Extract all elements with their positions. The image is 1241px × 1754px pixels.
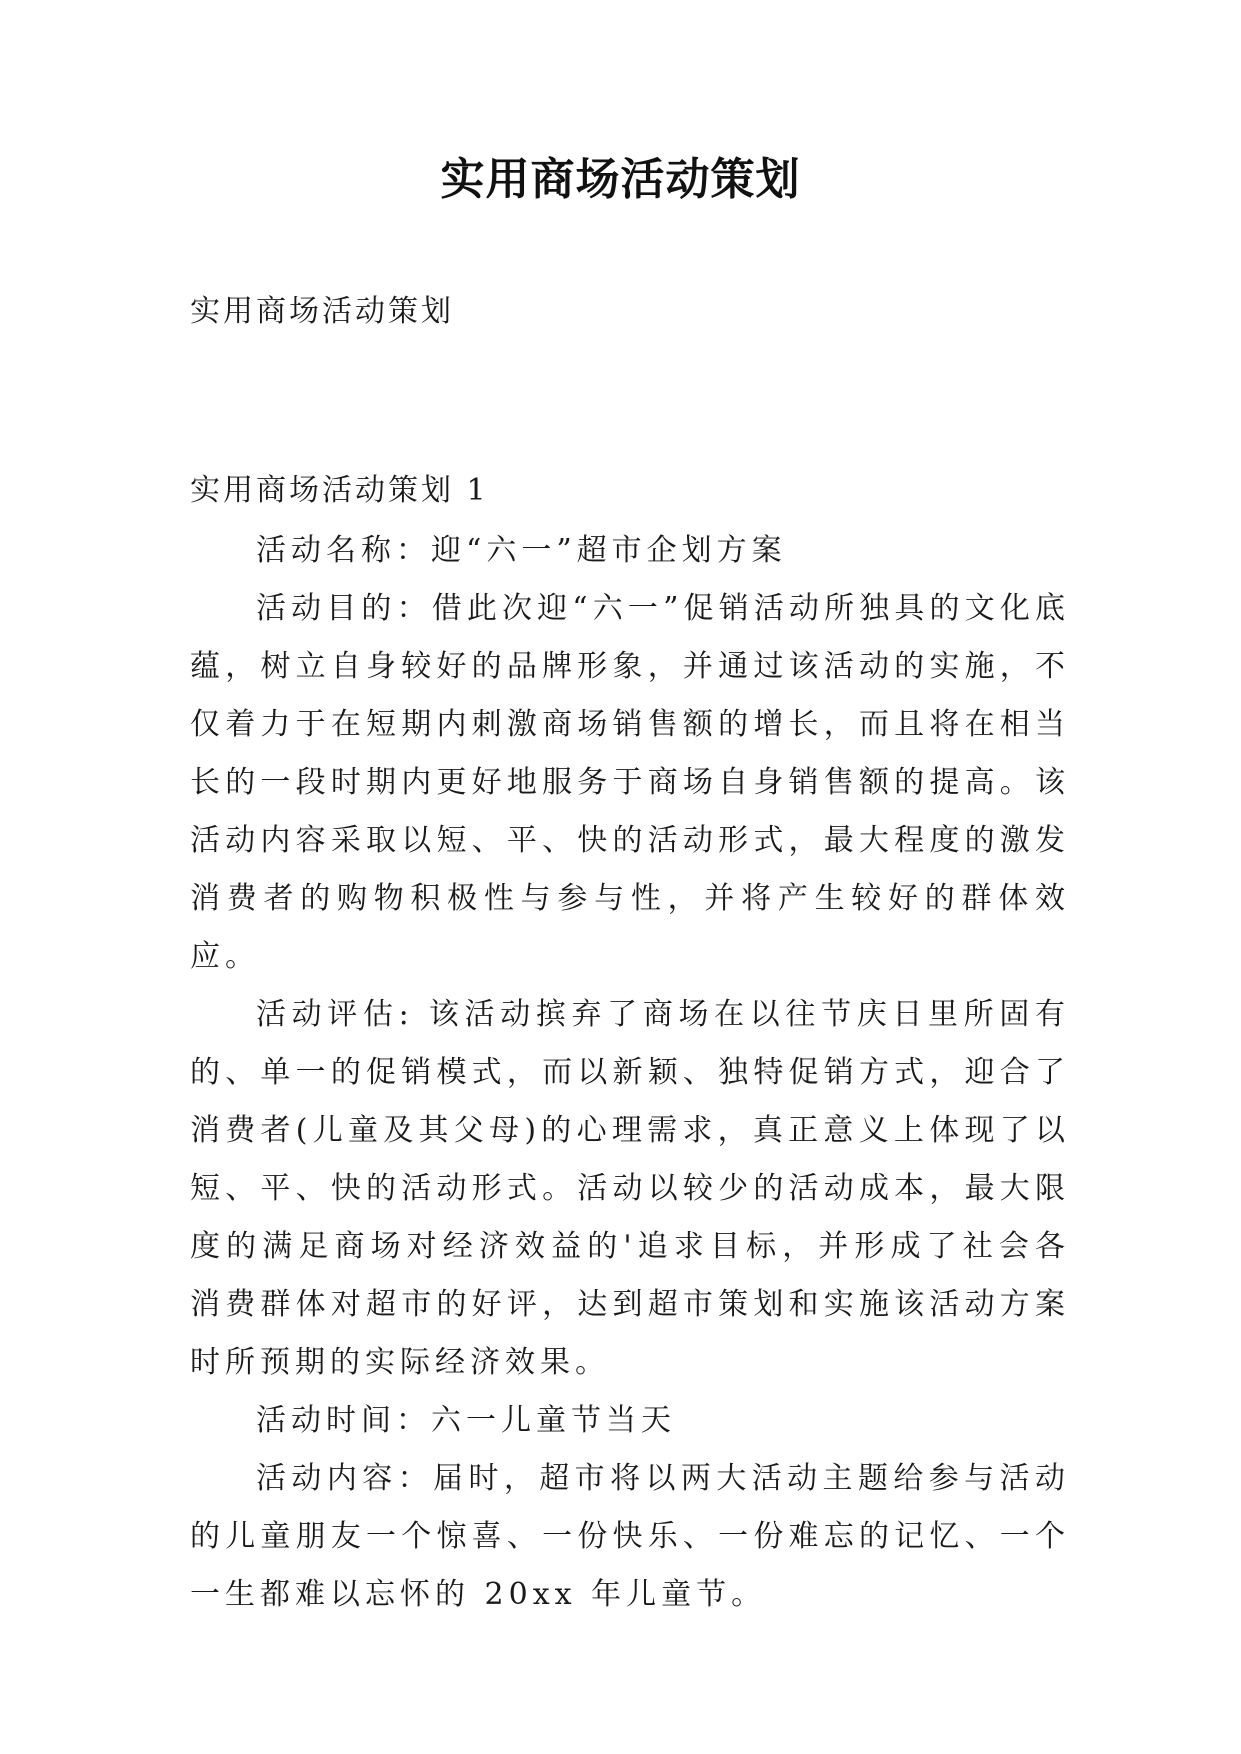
paragraph-activity-name: 活动名称：迎“六一”超市企划方案 xyxy=(256,533,787,568)
body-text xyxy=(190,522,1070,1624)
document-subtitle: 实用商场活动策划 xyxy=(190,294,454,329)
section-heading: 实用商场活动策划 1 xyxy=(190,473,489,508)
paragraph-activity-purpose: 活动目的：借此次迎“六一”促销活动所独具的文化底蕴，树立自身较好的品牌形象，并通过该活动的实施，不仅着力于在短期内刺激商场销售额的增长，而且将在相当长的一段时期内更好地服务于商场自身销售额的提高。该活动内容采取以短、平、快的活动形式，最大程度的激发消费者的购物积极性与参与性，并将产生较好的群体效应。 xyxy=(190,591,1070,974)
paragraph-activity-content: 活动内容：届时，超市将以两大活动主题给参与活动的儿童朋友一个惊喜、一份快乐、一份难忘的记忆、一个一生都难以忘怀的 20xx 年儿童节。 xyxy=(190,1461,1070,1612)
document-title: 实用商场活动策划 xyxy=(440,154,801,205)
paragraph-activity-time: 活动时间：六一儿童节当天 xyxy=(256,1403,676,1438)
paragraph-activity-evaluation: 活动评估: 该活动摈弃了商场在以往节庆日里所固有的、单一的促销模式，而以新颖、独特促销方式，迎合了消费者(儿童及其父母)的心理需求，真正意义上体现了以短、平、快的活动形式。活动以较少的活动成本，最大限度的满足商场对经济效益的'追求目标，并形成了社会各消费群体对超市的好评，达到超市策划和实施该活动方案时所预期的实际经济效果。 xyxy=(190,997,1070,1380)
